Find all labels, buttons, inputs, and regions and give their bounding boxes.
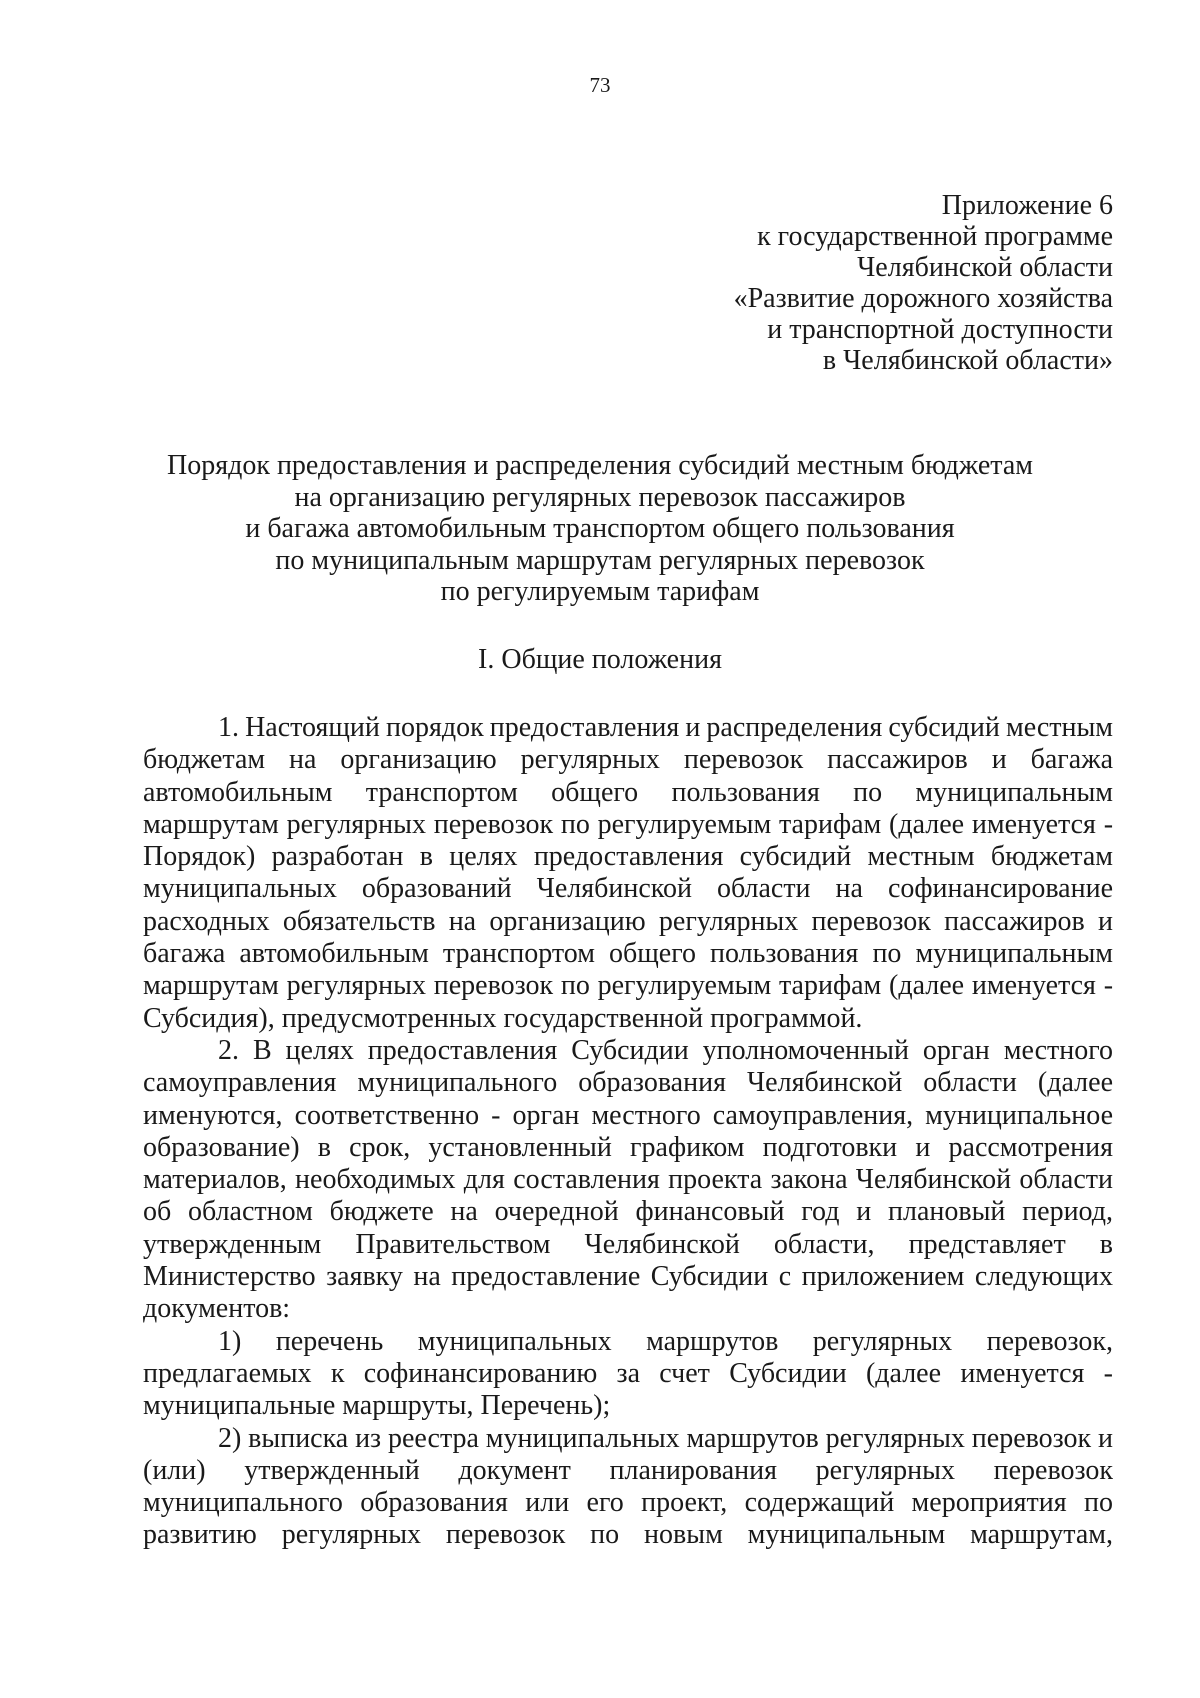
title-line: на организацию регулярных перевозок пассажиров — [294, 481, 906, 513]
paragraph-line: 2) выписка из реестра муниципальных маршрутов регулярных перевозок и — [218, 1422, 1113, 1454]
appendix-line: Приложение 6 — [941, 190, 1113, 221]
paragraph-2 — [143, 1035, 1113, 1326]
paragraph-line: развитию регулярных перевозок по новым муниципальным маршрутам, — [143, 1519, 1113, 1551]
paragraph-line: документов: — [143, 1293, 291, 1325]
paragraph-line: Министерство заявку на предоставление Субсидии с приложением следующих — [143, 1261, 1113, 1293]
section-heading: I. Общие положения — [478, 644, 722, 675]
paragraph-line: багажа автомобильным транспортом общего пользования по муниципальным — [143, 938, 1114, 970]
title-line: Порядок предоставления и распределения субсидий местным бюджетам — [167, 450, 1033, 481]
appendix-line: Челябинской области — [857, 252, 1113, 283]
appendix-line: «Развитие дорожного хозяйства — [733, 283, 1113, 314]
paragraph-line: самоуправления муниципального образования Челябинской области (далее — [143, 1067, 1113, 1099]
paragraph-line: автомобильным транспортом общего пользования по муниципальным — [143, 776, 1113, 808]
paragraph-line: 1) перечень муниципальных маршрутов регулярных перевозок, — [218, 1325, 1113, 1357]
paragraph-line: (или) утвержденный документ планирования регулярных перевозок — [143, 1454, 1113, 1486]
paragraph-line: Субсидия), предусмотренных государственной программой. — [143, 1002, 863, 1034]
appendix-line: и транспортной доступности — [767, 314, 1113, 345]
paragraph-line: маршрутам регулярных перевозок по регулируемым тарифам (далее именуется - — [143, 970, 1114, 1002]
paragraph-line: маршрутам регулярных перевозок по регулируемым тарифам (далее именуется - — [143, 808, 1114, 840]
body-text — [143, 712, 1113, 1552]
document-title — [0, 450, 1200, 608]
paragraph-line: муниципальных образований Челябинской области на софинансирование — [143, 873, 1113, 905]
paragraph-line: 2. В целях предоставления Субсидии уполномоченный орган местного — [218, 1034, 1114, 1066]
paragraph-line: именуются, соответственно - орган местного самоуправления, муниципальное — [143, 1099, 1113, 1131]
paragraph-line: образование) в срок, установленный графиком подготовки и рассмотрения — [143, 1131, 1113, 1163]
paragraph-line: муниципального образования или его проект, содержащий мероприятия по — [143, 1487, 1113, 1519]
paragraph-3 — [143, 1326, 1113, 1423]
page-number: 73 — [589, 73, 611, 97]
title-line: по муниципальным маршрутам регулярных перевозок — [275, 544, 925, 576]
paragraph-line: 1. Настоящий порядок предоставления и распределения субсидий местным — [218, 712, 1114, 743]
appendix-line: в Челябинской области» — [822, 345, 1113, 376]
title-line: и багажа автомобильным транспортом общего пользования — [245, 513, 955, 544]
paragraph-4 — [143, 1423, 1113, 1552]
paragraph-line: предлагаемых к софинансированию за счет Субсидии (далее именуется - — [143, 1357, 1113, 1389]
appendix-line: к государственной программе — [757, 221, 1113, 252]
paragraph-line: Порядок) разработан в целях предоставления субсидий местным бюджетам — [143, 841, 1114, 873]
paragraph-line: утвержденным Правительством Челябинской области, представляет в — [143, 1228, 1113, 1260]
paragraph-line: расходных обязательств на организацию регулярных перевозок пассажиров и — [143, 905, 1113, 937]
title-line: по регулируемым тарифам — [440, 576, 760, 607]
paragraph-1 — [143, 712, 1113, 1035]
appendix-header — [734, 190, 1113, 376]
paragraph-line: муниципальные маршруты, Перечень); — [143, 1390, 611, 1422]
paragraph-line: бюджетам на организацию регулярных перевозок пассажиров и багажа — [143, 744, 1113, 776]
paragraph-line: об областном бюджете на очередной финансовый год и плановый период, — [143, 1196, 1113, 1228]
paragraph-line: материалов, необходимых для составления проекта закона Челябинской области — [143, 1164, 1113, 1196]
